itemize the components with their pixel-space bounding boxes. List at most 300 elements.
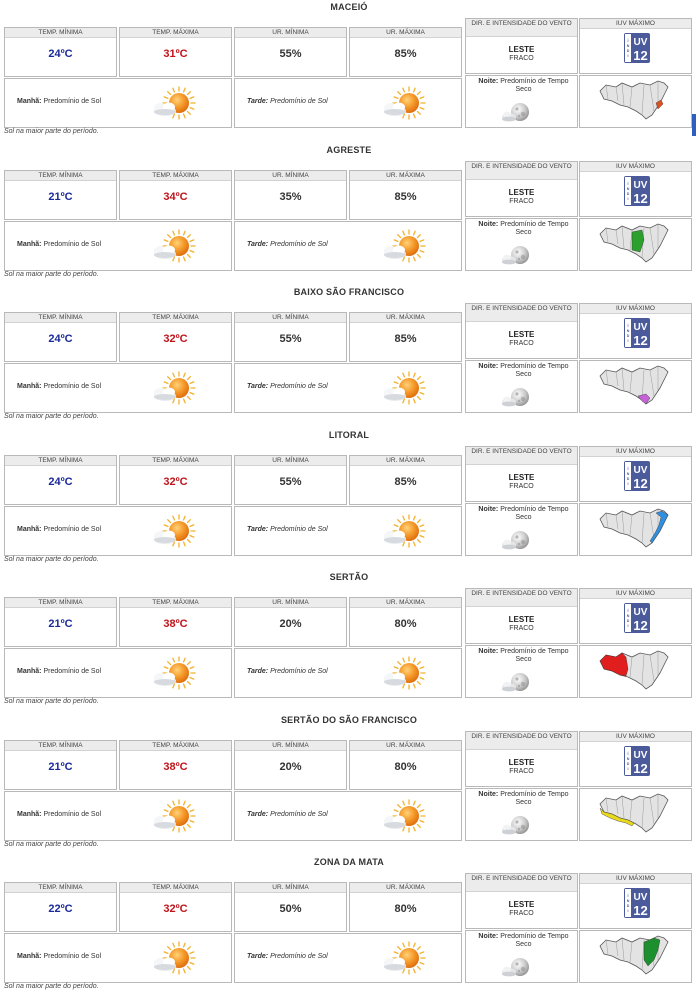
- region-title: MACEIÓ: [330, 2, 368, 12]
- afternoon-text: [247, 383, 328, 390]
- svg-text:D: D: [626, 619, 630, 623]
- wind-cell: [465, 873, 578, 929]
- ur-max-cell: [349, 882, 462, 932]
- wind-header: DIR. E INTENSIDADE DO VENTO: [466, 162, 577, 180]
- uv-header: IUV MÁXIMO: [580, 162, 691, 172]
- svg-text:Í: Í: [627, 181, 629, 186]
- temp-max-cell: [119, 27, 232, 77]
- uv-header: IUV MÁXIMO: [580, 732, 691, 742]
- morning-label: Manhã:: [17, 98, 42, 105]
- ur-max-header: UR. MÁXIMA: [350, 28, 461, 38]
- night-forecast: Predomínio de Tempo Seco: [500, 363, 569, 378]
- moon-cloud-icon: [500, 813, 534, 839]
- morning-forecast: Predomínio de Sol: [43, 810, 102, 818]
- svg-text:I: I: [627, 624, 629, 628]
- uv-value: 12: [633, 618, 648, 633]
- moon-cloud-icon: [500, 385, 534, 411]
- svg-text:Í: Í: [627, 609, 629, 613]
- svg-text:UV: UV: [633, 37, 648, 48]
- temp-min-value: 21ºC: [48, 618, 73, 630]
- svg-text:Í: Í: [627, 894, 629, 898]
- region-title: AGRESTE: [326, 144, 372, 155]
- morning-text: [17, 668, 101, 675]
- svg-text:I: I: [627, 196, 629, 201]
- region-block-4: [0, 570, 698, 711]
- temp-max-value: 34ºC: [163, 190, 188, 203]
- wind-header: DIR. E INTENSIDADE DO VENTO: [466, 19, 577, 37]
- morning-cell: [4, 791, 232, 841]
- ur-max-cell: [349, 27, 462, 77]
- temp-min-cell: [4, 882, 117, 932]
- ur-max-value: 85%: [394, 475, 417, 488]
- period-note: Sol na maior parte do período.: [4, 270, 99, 278]
- ur-max-value: 85%: [394, 48, 417, 60]
- wind-intensity: FRACO: [509, 55, 534, 62]
- region-block-6: [0, 855, 698, 996]
- afternoon-cell: [234, 506, 462, 556]
- ur-min-header: UR. MÍNIMA: [235, 598, 346, 608]
- wind-cell: [465, 731, 578, 787]
- svg-text:I: I: [627, 766, 629, 771]
- morning-cell: [4, 221, 232, 271]
- ur-max-cell: [349, 170, 462, 220]
- afternoon-text: [247, 953, 328, 960]
- period-note: Sol na maior parte do período.: [4, 983, 99, 990]
- period-note: Sol na maior parte do período.: [4, 413, 99, 420]
- night-cell: [465, 360, 578, 413]
- svg-text:Í: Í: [627, 39, 629, 43]
- svg-text:N: N: [626, 614, 630, 618]
- wind-direction: LESTE: [508, 472, 535, 482]
- night-cell: [465, 75, 578, 128]
- svg-text:UV: UV: [633, 892, 648, 903]
- wind-cell: [465, 18, 578, 74]
- region-title: SERTÃO: [329, 572, 369, 582]
- afternoon-label: Tarde:: [247, 668, 269, 675]
- uv-header: IUV MÁXIMO: [580, 874, 691, 884]
- night-forecast: Predomínio de Tempo Seco: [500, 78, 569, 93]
- wind-cell: [465, 588, 578, 644]
- wind-cell: [465, 161, 578, 217]
- night-label: Noite:: [478, 933, 499, 940]
- temp-min-value: 24ºC: [48, 333, 73, 345]
- svg-text:N: N: [626, 186, 630, 191]
- svg-text:UV: UV: [633, 179, 648, 191]
- alagoas-map-icon: [598, 79, 670, 121]
- svg-text:D: D: [626, 904, 630, 908]
- ur-min-value: 35%: [279, 190, 302, 203]
- ur-max-value: 80%: [394, 760, 417, 773]
- ur-min-header: UR. MÍNIMA: [235, 883, 346, 893]
- temp-max-cell: [119, 312, 232, 362]
- temp-min-header: TEMP. MÍNIMA: [5, 598, 116, 608]
- ur-max-cell: [349, 740, 462, 790]
- morning-forecast: Predomínio de Sol: [43, 383, 102, 390]
- map-cell: [579, 645, 692, 698]
- uv-value: 12: [633, 903, 648, 918]
- svg-text:N: N: [626, 329, 630, 333]
- night-label: Noite:: [478, 790, 499, 798]
- wind-intensity: FRACO: [509, 482, 534, 490]
- afternoon-forecast: Predomínio de Sol: [270, 525, 328, 533]
- ur-max-header: UR. MÁXIMA: [350, 741, 461, 751]
- temp-max-cell: [119, 455, 232, 505]
- wind-header: DIR. E INTENSIDADE DO VENTO: [466, 589, 577, 607]
- ur-min-cell: [234, 740, 347, 790]
- afternoon-text: [247, 526, 328, 533]
- temp-max-header: TEMP. MÁXIMA: [120, 456, 231, 466]
- night-forecast: Predomínio de Tempo Seco: [500, 933, 569, 948]
- svg-text:N: N: [626, 756, 630, 761]
- region-title: ZONA DA MATA: [314, 857, 384, 867]
- night-text: [476, 506, 571, 522]
- ur-max-header: UR. MÁXIMA: [350, 883, 461, 893]
- ur-max-header: UR. MÁXIMA: [350, 313, 461, 323]
- sun-cloud-icon: [149, 371, 199, 407]
- afternoon-forecast: Predomínio de Sol: [270, 383, 328, 390]
- temp-min-value: 21ºC: [48, 760, 73, 773]
- morning-forecast: Predomínio de Sol: [43, 953, 102, 960]
- night-cell: [465, 218, 578, 271]
- afternoon-cell: [234, 791, 462, 841]
- temp-min-header: TEMP. MÍNIMA: [5, 741, 116, 751]
- uv-cell: [579, 873, 692, 929]
- afternoon-cell: [234, 648, 462, 698]
- afternoon-text: [247, 668, 328, 675]
- svg-text:Í: Í: [627, 324, 629, 328]
- night-forecast: Predomínio de Tempo Seco: [500, 220, 569, 236]
- region-title: LITORAL: [328, 429, 370, 440]
- ur-min-cell: [234, 882, 347, 932]
- morning-text: [17, 526, 101, 533]
- region-block-2: [0, 285, 698, 426]
- uv-index-badge-icon: [624, 888, 650, 918]
- svg-text:N: N: [626, 471, 630, 476]
- temp-min-value: 22ºC: [48, 903, 73, 915]
- wind-direction: LESTE: [508, 615, 535, 624]
- sun-cloud-icon: [149, 799, 199, 835]
- svg-text:I: I: [627, 909, 629, 913]
- temp-min-value: 21ºC: [48, 190, 73, 203]
- svg-text:D: D: [626, 191, 630, 196]
- temp-min-cell: [4, 170, 117, 220]
- svg-text:D: D: [626, 476, 630, 481]
- uv-value: 12: [633, 190, 648, 206]
- svg-text:N: N: [626, 899, 630, 903]
- afternoon-cell: [234, 933, 462, 983]
- temp-max-value: 32ºC: [163, 903, 188, 915]
- ur-max-cell: [349, 597, 462, 647]
- wind-cell: [465, 303, 578, 359]
- night-cell: [465, 503, 578, 556]
- moon-cloud-icon: [500, 100, 534, 126]
- period-note: Sol na maior parte do período.: [4, 698, 99, 705]
- morning-text: [17, 98, 101, 105]
- wind-direction: LESTE: [508, 45, 535, 54]
- moon-cloud-icon: [500, 955, 534, 981]
- temp-max-header: TEMP. MÁXIMA: [120, 313, 231, 323]
- temp-min-cell: [4, 597, 117, 647]
- night-label: Noite:: [478, 648, 499, 655]
- period-note: Sol na maior parte do período.: [4, 128, 99, 135]
- night-cell: [465, 930, 578, 983]
- svg-text:UV: UV: [633, 322, 648, 333]
- svg-text:D: D: [626, 49, 630, 53]
- svg-text:N: N: [626, 44, 630, 48]
- alagoas-map-icon: [598, 792, 670, 834]
- morning-text: [17, 241, 101, 248]
- sun-cloud-icon: [379, 229, 429, 265]
- sun-cloud-icon: [379, 514, 429, 550]
- afternoon-cell: [234, 78, 462, 128]
- temp-max-value: 38ºC: [163, 618, 188, 630]
- temp-min-cell: [4, 455, 117, 505]
- wind-direction: LESTE: [508, 187, 535, 197]
- morning-forecast: Predomínio de Sol: [43, 240, 102, 248]
- wind-intensity: FRACO: [509, 625, 534, 632]
- uv-value: 12: [633, 333, 648, 348]
- morning-label: Manhã:: [17, 240, 42, 248]
- ur-min-value: 55%: [279, 48, 302, 60]
- uv-value: 12: [633, 48, 648, 63]
- svg-text:UV: UV: [633, 607, 648, 618]
- ur-max-value: 80%: [394, 903, 417, 915]
- night-cell: [465, 645, 578, 698]
- uv-cell: [579, 588, 692, 644]
- ur-max-value: 80%: [394, 618, 417, 630]
- ur-min-cell: [234, 27, 347, 77]
- temp-min-value: 24ºC: [48, 475, 73, 488]
- region-title: BAIXO SÃO FRANCISCO: [293, 287, 405, 297]
- region-block-1: [0, 143, 698, 284]
- morning-cell: [4, 933, 232, 983]
- ur-max-value: 85%: [394, 190, 417, 203]
- morning-text: [17, 953, 101, 960]
- alagoas-map-icon: [598, 934, 670, 976]
- night-cell: [465, 788, 578, 841]
- afternoon-forecast: Predomínio de Sol: [270, 810, 328, 818]
- map-cell: [579, 360, 692, 413]
- ur-min-value: 55%: [279, 333, 302, 345]
- night-text: [476, 648, 571, 664]
- uv-index-badge-icon: [624, 318, 650, 348]
- moon-cloud-icon: [500, 243, 534, 269]
- ur-max-cell: [349, 455, 462, 505]
- wind-direction: LESTE: [508, 330, 535, 339]
- uv-cell: [579, 161, 692, 217]
- map-cell: [579, 75, 692, 128]
- night-text: [476, 78, 571, 94]
- ur-max-header: UR. MÁXIMA: [350, 456, 461, 466]
- temp-min-header: TEMP. MÍNIMA: [5, 171, 116, 181]
- night-text: [476, 933, 571, 949]
- afternoon-forecast: Predomínio de Sol: [270, 98, 328, 105]
- afternoon-forecast: Predomínio de Sol: [270, 668, 328, 675]
- moon-cloud-icon: [500, 670, 534, 696]
- svg-text:I: I: [627, 339, 629, 343]
- region-title: SERTÃO DO SÃO FRANCISCO: [280, 714, 418, 725]
- afternoon-forecast: Predomínio de Sol: [270, 953, 328, 960]
- temp-max-header: TEMP. MÁXIMA: [120, 883, 231, 893]
- period-note: Sol na maior parte do período.: [4, 555, 99, 563]
- uv-cell: [579, 446, 692, 502]
- scroll-edge-marker: [692, 114, 696, 136]
- night-label: Noite:: [478, 505, 499, 513]
- morning-forecast: Predomínio de Sol: [43, 525, 102, 533]
- sun-cloud-icon: [149, 229, 199, 265]
- temp-max-value: 32ºC: [163, 333, 188, 345]
- ur-min-cell: [234, 170, 347, 220]
- uv-value: 12: [633, 760, 648, 776]
- wind-intensity: FRACO: [509, 340, 534, 347]
- temp-min-cell: [4, 27, 117, 77]
- uv-index-badge-icon: [624, 461, 650, 491]
- afternoon-label: Tarde:: [247, 525, 269, 533]
- temp-max-header: TEMP. MÁXIMA: [120, 598, 231, 608]
- uv-header: IUV MÁXIMO: [580, 447, 691, 457]
- ur-min-value: 20%: [279, 760, 302, 773]
- morning-label: Manhã:: [17, 810, 42, 818]
- temp-min-header: TEMP. MÍNIMA: [5, 313, 116, 323]
- ur-min-header: UR. MÍNIMA: [235, 313, 346, 323]
- morning-label: Manhã:: [17, 953, 42, 960]
- night-forecast: Predomínio de Tempo Seco: [500, 790, 569, 806]
- svg-text:Í: Í: [627, 751, 629, 756]
- temp-max-cell: [119, 597, 232, 647]
- morning-cell: [4, 78, 232, 128]
- ur-min-header: UR. MÍNIMA: [235, 456, 346, 466]
- ur-min-cell: [234, 312, 347, 362]
- temp-min-cell: [4, 740, 117, 790]
- temp-min-value: 24ºC: [48, 48, 73, 60]
- uv-header: IUV MÁXIMO: [580, 19, 691, 29]
- temp-max-header: TEMP. MÁXIMA: [120, 28, 231, 38]
- svg-text:UV: UV: [633, 464, 648, 476]
- region-block-5: [0, 713, 698, 854]
- temp-max-value: 32ºC: [163, 475, 188, 488]
- ur-max-header: UR. MÁXIMA: [350, 171, 461, 181]
- svg-text:I: I: [627, 481, 629, 486]
- region-block-3: [0, 428, 698, 569]
- ur-min-value: 50%: [279, 903, 302, 915]
- afternoon-forecast: Predomínio de Sol: [270, 240, 328, 248]
- svg-text:D: D: [626, 761, 630, 766]
- sun-cloud-icon: [149, 514, 199, 550]
- afternoon-text: [247, 811, 328, 818]
- temp-max-value: 38ºC: [163, 760, 188, 773]
- wind-intensity: FRACO: [509, 197, 534, 205]
- wind-header: DIR. E INTENSIDADE DO VENTO: [466, 447, 577, 465]
- night-text: [476, 221, 571, 237]
- sun-cloud-icon: [379, 371, 429, 407]
- uv-index-badge-icon: [624, 603, 650, 633]
- alagoas-map-icon: [598, 649, 670, 691]
- alagoas-map-icon: [598, 222, 670, 264]
- temp-min-header: TEMP. MÍNIMA: [5, 456, 116, 466]
- period-note: Sol na maior parte do período.: [4, 840, 99, 848]
- svg-text:UV: UV: [633, 749, 648, 761]
- wind-direction: LESTE: [508, 757, 535, 767]
- uv-cell: [579, 18, 692, 74]
- uv-cell: [579, 303, 692, 359]
- map-cell: [579, 788, 692, 841]
- ur-min-value: 55%: [279, 475, 302, 488]
- uv-index-badge-icon: [624, 746, 650, 776]
- ur-max-header: UR. MÁXIMA: [350, 598, 461, 608]
- sun-cloud-icon: [149, 941, 199, 977]
- wind-header: DIR. E INTENSIDADE DO VENTO: [466, 732, 577, 750]
- ur-max-value: 85%: [394, 333, 417, 345]
- afternoon-label: Tarde:: [247, 383, 269, 390]
- ur-max-cell: [349, 312, 462, 362]
- temp-max-value: 31ºC: [163, 48, 188, 60]
- morning-cell: [4, 506, 232, 556]
- ur-min-header: UR. MÍNIMA: [235, 171, 346, 181]
- wind-intensity: FRACO: [509, 767, 534, 775]
- ur-min-cell: [234, 597, 347, 647]
- uv-header: IUV MÁXIMO: [580, 589, 691, 599]
- morning-forecast: Predomínio de Sol: [43, 668, 102, 675]
- sun-cloud-icon: [379, 656, 429, 692]
- night-label: Noite:: [478, 78, 499, 85]
- temp-max-cell: [119, 882, 232, 932]
- morning-cell: [4, 363, 232, 413]
- afternoon-cell: [234, 221, 462, 271]
- temp-min-header: TEMP. MÍNIMA: [5, 883, 116, 893]
- uv-cell: [579, 731, 692, 787]
- night-forecast: Predomínio de Tempo Seco: [500, 648, 569, 663]
- moon-cloud-icon: [500, 528, 534, 554]
- uv-value: 12: [633, 475, 648, 491]
- svg-text:I: I: [627, 54, 629, 58]
- night-text: [476, 363, 571, 379]
- morning-label: Manhã:: [17, 383, 42, 390]
- ur-min-header: UR. MÍNIMA: [235, 741, 346, 751]
- afternoon-label: Tarde:: [247, 953, 269, 960]
- wind-intensity: FRACO: [509, 910, 534, 917]
- wind-cell: [465, 446, 578, 502]
- morning-cell: [4, 648, 232, 698]
- night-forecast: Predomínio de Tempo Seco: [500, 505, 569, 521]
- svg-text:D: D: [626, 334, 630, 338]
- ur-min-header: UR. MÍNIMA: [235, 28, 346, 38]
- alagoas-map-icon: [598, 507, 670, 549]
- morning-label: Manhã:: [17, 525, 42, 533]
- morning-forecast: Predomínio de Sol: [43, 98, 102, 105]
- sun-cloud-icon: [379, 799, 429, 835]
- sun-cloud-icon: [149, 86, 199, 122]
- wind-direction: LESTE: [508, 900, 535, 909]
- afternoon-label: Tarde:: [247, 98, 269, 105]
- sun-cloud-icon: [379, 941, 429, 977]
- afternoon-label: Tarde:: [247, 810, 269, 818]
- ur-min-cell: [234, 455, 347, 505]
- night-label: Noite:: [478, 363, 499, 370]
- afternoon-label: Tarde:: [247, 240, 269, 248]
- ur-min-value: 20%: [279, 618, 302, 630]
- wind-header: DIR. E INTENSIDADE DO VENTO: [466, 304, 577, 322]
- afternoon-text: [247, 98, 328, 105]
- temp-min-cell: [4, 312, 117, 362]
- wind-header: DIR. E INTENSIDADE DO VENTO: [466, 874, 577, 892]
- morning-text: [17, 811, 101, 818]
- afternoon-cell: [234, 363, 462, 413]
- morning-text: [17, 383, 101, 390]
- morning-label: Manhã:: [17, 668, 42, 675]
- temp-max-header: TEMP. MÁXIMA: [120, 741, 231, 751]
- sun-cloud-icon: [149, 656, 199, 692]
- temp-max-cell: [119, 170, 232, 220]
